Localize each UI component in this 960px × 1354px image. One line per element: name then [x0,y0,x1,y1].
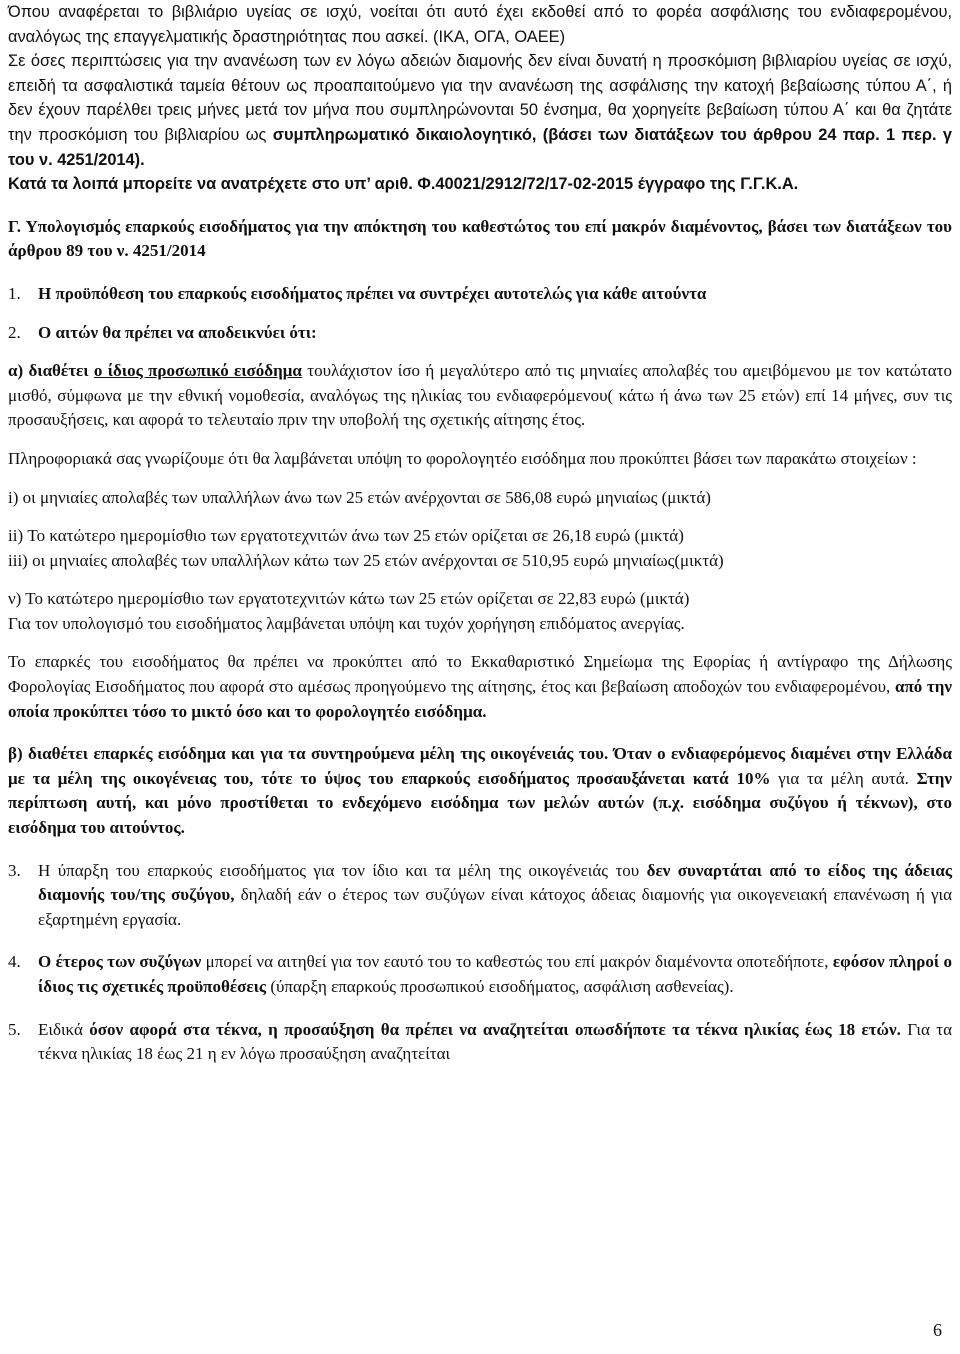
list-item-2-number: 2. [8,322,21,342]
paragraph-reference-bold: Κατά τα λοιπά μπορείτε να ανατρέχετε στο υπ’ αριθ. Φ.40021/2912/72/17-02-2015 έγγραφο της Γ.Γ.Κ.Α. [8,175,799,194]
paragraph-info: Πληροφοριακά σας γνωρίζουμε ότι θα λαμβάνεται υπόψη το φορολογητέο εισόδημα που προκύπτει βάσει των παρακάτω στοιχείων : [8,448,917,468]
paragraph-b-bold1: β) διαθέτει επαρκές εισόδημα και για τα συντηρούμενα μέλη της οικογένειάς του. Όταν ο ενδιαφερόμενος διαμένει στην Ελλάδα με τα μέλη της οικογένειας του, τότε το ύψος του επαρκούς εισοδήματος προσαυξάνεται κατά 10% [8,744,952,788]
paragraph-tax-bold: από την οποία προκύπτει τόσο το μικτό όσο και το φορολογητέο εισόδημα. [8,677,953,721]
paragraph-income-ii: ii) Το κατώτερο ημερομίσθιο των εργατοτεχνιτών άνω των 25 ετών ορίζεται σε 26,18 ευρώ (μικτά) [8,526,684,546]
list-item-5-number: 5. [8,1019,21,1039]
paragraph-tax-text: Το επαρκές του εισοδήματος θα πρέπει να προκύπτει από το Εκκαθαριστικό Σημείωμα της Εφορίας ή αντίγραφο της Δήλωσης Φορολογίας Εισοδήματος που αφορά στο αμέσως προηγούμενο της αίτησης, έτος και βεβαίωση αποδοχών του ενδιαφερομένου, [8,652,952,697]
paragraph-health-book: Όπου αναφέρεται το βιβλιάριο υγείας σε ισχύ, νοείται ότι αυτό έχει εκδοθεί από το φορέα ασφάλισης του ενδιαφερομένου, αναλόγως της επαγγελματικής δραστηριότητας που ασκεί. (ΙΚΑ, ΟΓΑ, ΟΑΕΕ) [8,3,952,46]
list-item-4-normal1: μπορεί να αιτηθεί για τον εαυτό του το καθεστώς του επί μακρόν διαμένοντα οποτεδήποτε, [205,952,829,972]
paragraph-health-book-cases-text: Σε όσες περιπτώσεις για την ανανέωση των εν λόγω αδειών διαμονής δεν είναι δυνατή η προσκόμιση βιβλιαρίου υγείας σε ισχύ, επειδή τα ασφαλιστικά ταμεία θέτουν ως προαπαιτούμενο για την ανανέωση της ασφάλισης την κατοχή βεβαίωσης τύπου Α΄, ή δεν έχουν παρέλθει τρεις μήνες μετά τον μήνα που συμπληρώνονται 50 ένσημα, θα χορηγείτε βεβαίωση τύπου Α΄ και θα ζητάτε την προσκόμιση του βιβλιαρίου ως [8,52,952,144]
list-item-4-number: 4. [8,952,21,972]
list-item-5-normal1: Ειδικά [38,1019,83,1039]
paragraph-health-book-cases-bold: συμπληρωματικό δικαιολογητικό, (βάσει των διατάξεων του άρθρου 24 παρ. 1 περ. γ του ν. 4251/2014). [8,125,953,169]
paragraph-income-v: ν) Το κατώτερο ημερομίσθιο των εργατοτεχνιτών κάτω των 25 ετών ορίζεται σε 22,83 ευρώ (μικτά) [8,589,690,609]
list-item-1-text [38,282,952,307]
list-item-3-number: 3. [8,860,21,880]
paragraph-b [8,742,952,840]
paragraph-reference [8,172,952,197]
list-item-1-number: 1. [8,283,21,303]
list-item-3-bold: δεν συναρτάται από το είδος της άδειας διαμονής του/της συζύγου, [38,860,952,905]
list-item-1 [8,282,952,307]
list-item-4-bold2: εφόσον πληροί ο ίδιος τις σχετικές προϋποθέσεις [38,952,953,996]
list-item-5-normal2: Για τα τέκνα ηλικίας 18 έως 21 η εν λόγω προσαύξηση αναζητείται [38,1019,953,1064]
paragraph-income-iii: iii) οι μηνιαίες απολαβές των υπαλλήλων κάτω των 25 ετών ανέρχονται σε 510,95 ευρώ μηνιαίως(μικτά) [8,550,724,570]
page-number: 6 [933,1320,942,1340]
paragraph-a-lead: α) διαθέτει [8,361,89,381]
list-item-4-text [38,950,952,999]
paragraph-health-book-cases [8,49,952,172]
list-item-2 [8,321,952,346]
list-item-1-bold: Η προϋπόθεση του επαρκούς εισοδήματος πρέπει να συντρέχει αυτοτελώς για κάθε αιτούντα [38,283,707,303]
section-g-heading-text: Γ. Υπολογισμός επαρκούς εισοδήματος για την απόκτηση του καθεστώτος του επί μακρόν διαμένοντος, βάσει των διατάξεων του άρθρου 89 του ν. 4251/2014 [8,216,952,261]
paragraph-income-i: i) οι μηνιαίες απολαβές των υπαλλήλων άνω των 25 ετών ανέρχονται σε 586,08 ευρώ μηνιαίως (μικτά) [8,487,711,507]
list-item-4 [8,950,952,999]
list-item-4-normal2: (ύπαρξη επαρκούς προσωπικού εισοδήματος, ασφάλιση ασθενείας). [270,977,734,996]
paragraph-a-underlined: ο ίδιος προσωπικό εισόδημα [93,361,302,381]
list-item-2-bold: Ο αιτών θα πρέπει να αποδεικνύει ότι: [38,322,317,342]
section-g-heading [8,215,952,264]
paragraph-a-rest: τουλάχιστον ίσο ή μεγαλύτερο από τις μηνιαίες απολαβές του αμειβόμενου με τον κατώτατο μισθό, σύμφωνα με την εθνική νομοθεσία, αναλόγως της ηλικίας του ενδιαφερόμενου( κάτω ή άνω των 25 ετών) επί 14 μήνες, συν τις προσαυξήσεις, και αφορά το τελευταίο πριν την υποβολή της σχετικής αίτησης έτος. [8,361,952,430]
paragraph-tax [8,650,952,724]
paragraph-a [8,359,952,433]
list-item-5 [8,1018,952,1067]
list-item-4-bold1: Ο έτερος των συζύγων [38,952,202,972]
list-item-5-text [38,1018,952,1067]
list-item-3-normal2: δηλαδή εάν ο έτερος των συζύγων είναι κάτοχος άδειας διαμονής για οικογενειακή επανένωση ή για εξαρτημένη εργασία. [38,885,952,929]
paragraph-unemployment: Για τον υπολογισμό του εισοδήματος λαμβάνεται υπόψη και τυχόν χορήγηση επιδόματος ανεργίας. [8,613,685,633]
document-page [8,0,952,1067]
list-item-3 [8,859,952,933]
list-item-5-bold: όσον αφορά στα τέκνα, η προσαύξηση θα πρέπει να αναζητείται οπωσδήποτε τα τέκνα ηλικίας έως 18 ετών. [89,1019,901,1039]
paragraph-b-normal: για τα μέλη αυτά. [778,768,909,788]
list-item-2-text [38,321,952,346]
list-item-3-normal1: Η ύπαρξη του επαρκούς εισοδήματος για τον ίδιο και τα μέλη της οικογένειάς του [38,860,640,880]
list-item-3-text [38,859,952,933]
paragraph-b-bold2: Στην περίπτωση αυτή, και μόνο προστίθεται το ενδεχόμενο εισόδημα των μελών αυτών (π.χ. εισόδημα συζύγου ή τέκνων), στο εισόδημα του αιτούντος. [8,768,953,838]
